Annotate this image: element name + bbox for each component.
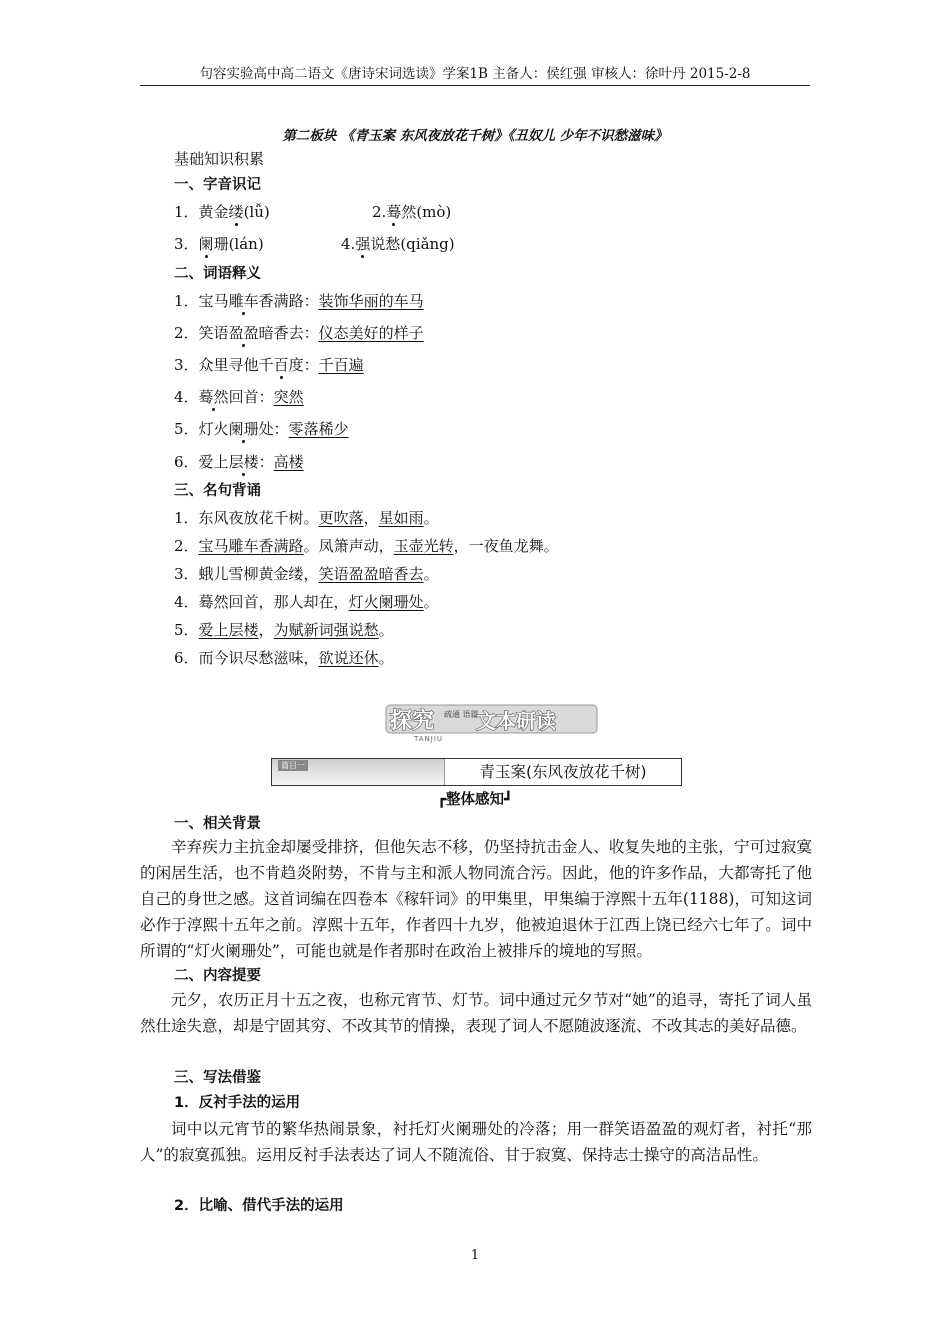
- explore-banner: [384, 703, 599, 743]
- verse-text: 。: [378, 649, 394, 667]
- verse-text: 蓦然回首，那人却在，: [198, 593, 349, 611]
- verse-text: ，: [258, 621, 274, 639]
- technique-subheading-2: 2．比喻、借代手法的运用: [174, 1198, 344, 1214]
- recitation-line: [174, 592, 439, 612]
- verse-text: 而今识尽愁滋味，: [198, 649, 319, 667]
- item-number: 6．: [174, 649, 199, 667]
- word-text: 黄金: [198, 203, 229, 221]
- vocab-item: [174, 387, 304, 407]
- answer-text: 仪态美好的样子: [318, 324, 424, 342]
- phrase-text: 回首：: [228, 388, 274, 406]
- phrase-text: ：: [258, 453, 274, 471]
- bracket-left: ┏: [437, 792, 446, 808]
- item-number: 1．: [174, 292, 199, 310]
- phrase-text: 众里寻他: [198, 356, 259, 374]
- pronunciation-heading: 一、字音识记: [174, 177, 261, 193]
- pronunciation-line-3: [174, 234, 264, 254]
- bracket-right: ┛: [504, 792, 513, 808]
- item-number: 1．: [174, 509, 199, 527]
- pinyin-text: 珊(lán): [213, 235, 264, 253]
- banner-main-text-2: 文本研读: [476, 709, 556, 733]
- phrase-text: 暗香去：: [258, 324, 319, 342]
- dotted-word: 蓦然: [198, 388, 229, 406]
- answer-text: 爱上层楼: [198, 621, 259, 639]
- verse-text: ，一夜鱼龙舞。: [453, 537, 559, 555]
- verse-text: 。: [423, 593, 439, 611]
- phrase-text: ：: [303, 356, 319, 374]
- recitation-line: [174, 508, 439, 528]
- recitation-heading: 三、名句背诵: [174, 483, 261, 499]
- page-number: 1: [470, 1248, 480, 1263]
- banner-main-text: 探究: [390, 709, 435, 734]
- technique-subheading-1: 1．反衬手法的运用: [174, 1095, 301, 1111]
- dotted-char: 缕: [228, 203, 244, 221]
- page-header: 句容实验高中高二语文《唐诗宋词选读》学案1B 主备人：侯红强 审核人：徐叶丹 2015-2-8: [140, 63, 810, 86]
- poem-title: 青玉案(东风夜放花千树): [479, 763, 647, 781]
- summary-heading: 二、内容提要: [174, 968, 261, 984]
- pronunciation-line-1: [174, 202, 270, 222]
- item-number: 5．: [174, 420, 199, 438]
- answer-text: 为赋新词强说愁: [273, 621, 379, 639]
- phrase-text: 处：: [258, 420, 289, 438]
- answer-text: 零落稀少: [288, 420, 349, 438]
- dotted-char: 蓦: [386, 203, 402, 221]
- vocab-item: [174, 452, 304, 472]
- overview-heading: [0, 788, 950, 809]
- item-number: 2.: [372, 203, 387, 221]
- dotted-word: 雕车: [228, 292, 259, 310]
- answer-text: 灯火阑珊处: [348, 593, 424, 611]
- technique-paragraph: 词中以元宵节的繁华热闹景象，衬托灯火阑珊处的冷落；用一群笑语盈盈的观灯者，衬托“那人”的寂寞孤独。运用反衬手法表达了词人不随流俗、甘于寂寞、保持志士操守的高洁品性。: [140, 1120, 812, 1164]
- vocab-item: [174, 291, 424, 311]
- technique-heading: 三、写法借鉴: [174, 1070, 261, 1086]
- vocabulary-heading: 二、词语释义: [174, 266, 261, 282]
- vocab-item: [174, 323, 424, 343]
- item-number: 3．: [174, 565, 199, 583]
- basic-knowledge-heading: 基础知识积累: [174, 150, 265, 168]
- banner-pinyin: TANJIU: [414, 735, 444, 743]
- answer-text: 星如雨: [378, 509, 424, 527]
- recitation-line: [174, 648, 394, 668]
- phrase-text: 灯火: [198, 420, 229, 438]
- poem-tag-left: [272, 759, 445, 785]
- item-number: 6．: [174, 453, 199, 471]
- answer-text: 笑语盈盈暗香去: [318, 565, 424, 583]
- verse-text: 东风夜放花千树。: [198, 509, 319, 527]
- item-number: 3．: [174, 356, 199, 374]
- item-number: 4．: [174, 593, 199, 611]
- item-number: 4.: [341, 235, 356, 253]
- vocab-item: [174, 355, 364, 375]
- answer-text: 宝马雕车香满路: [198, 537, 304, 555]
- verse-text: 。: [423, 509, 439, 527]
- pronunciation-line-4: [341, 234, 455, 254]
- pinyin-text: 说愁(qiǎng): [370, 235, 455, 253]
- poem-tag-label: 篇目一: [278, 760, 308, 771]
- item-number: 3．: [174, 235, 199, 253]
- pinyin-text: 然(mò): [401, 203, 452, 221]
- verse-text: 。: [378, 621, 394, 639]
- dotted-char: 强: [355, 235, 371, 253]
- answer-text: 玉壶光转: [393, 537, 454, 555]
- dotted-word: 盈盈: [228, 324, 259, 342]
- answer-text: 千百遍: [318, 356, 364, 374]
- answer-text: 欲说还休: [318, 649, 379, 667]
- item-number: 2．: [174, 324, 199, 342]
- summary-paragraph: 元夕，农历正月十五之夜，也称元宵节、灯节。词中通过元夕节对“她”的追寻，寄托了词人虽然仕途失意，却是宁固其穷、不改其节的情操，表现了词人不愿随波逐流、不改其志的美好品德。: [140, 991, 812, 1035]
- verse-text: 。凤箫声动，: [303, 537, 394, 555]
- verse-text: 。: [423, 565, 439, 583]
- dotted-word: 阑珊: [228, 420, 259, 438]
- item-number: 1．: [174, 203, 199, 221]
- verse-text: 蛾儿雪柳黄金缕，: [198, 565, 319, 583]
- recitation-line: [174, 564, 439, 584]
- poem-tag: [271, 758, 682, 786]
- recitation-line: [174, 536, 559, 556]
- answer-text: 高楼: [273, 453, 304, 471]
- section-title: 第二板块 《青玉案 东风夜放花千树》《丑奴儿 少年不识愁滋味》: [282, 128, 668, 144]
- item-number: 4．: [174, 388, 199, 406]
- answer-text: 更吹落: [318, 509, 364, 527]
- phrase-text: 宝马: [198, 292, 229, 310]
- phrase-text: 爱上: [198, 453, 229, 471]
- dotted-char: 阑: [198, 235, 214, 253]
- dotted-word: 千百度: [258, 356, 304, 374]
- pinyin-text: (lǚ): [243, 203, 270, 221]
- pronunciation-line-2: [372, 202, 451, 222]
- phrase-text: 香满路：: [258, 292, 319, 310]
- background-paragraph: 辛弃疾力主抗金却屡受排挤，但他矢志不移，仍坚持抗击金人、收复失地的主张，宁可过寂寞的闲居生活，也不肯趋炎附势，不肯与主和派人物同流合污。因此，他的许多作品，大都寄托了他自己的身世之感。这首词编在四卷本《稼轩词》的甲集里，甲集编于淳熙十五年(1188)，可知这词必作于淳熙十五年之前。淳熙十五年，作者四十九岁，他被迫退休于江西上饶已经六七年了。词中所谓的“灯火阑珊处”，可能也就是作者那时在政治上被排斥的境地的写照。: [140, 838, 812, 960]
- recitation-line: [174, 620, 394, 640]
- item-number: 2．: [174, 537, 199, 555]
- phrase-text: 笑语: [198, 324, 229, 342]
- banner-small-text: 疏通 语篇: [444, 710, 479, 719]
- verse-text: ，: [363, 509, 379, 527]
- answer-text: 装饰华丽的车马: [318, 292, 424, 310]
- overview-text: 整体感知: [446, 792, 504, 808]
- answer-text: 突然: [273, 388, 304, 406]
- dotted-word: 层楼: [228, 453, 259, 471]
- vocab-item: [174, 419, 349, 439]
- item-number: 5．: [174, 621, 199, 639]
- background-heading: 一、相关背景: [174, 816, 261, 832]
